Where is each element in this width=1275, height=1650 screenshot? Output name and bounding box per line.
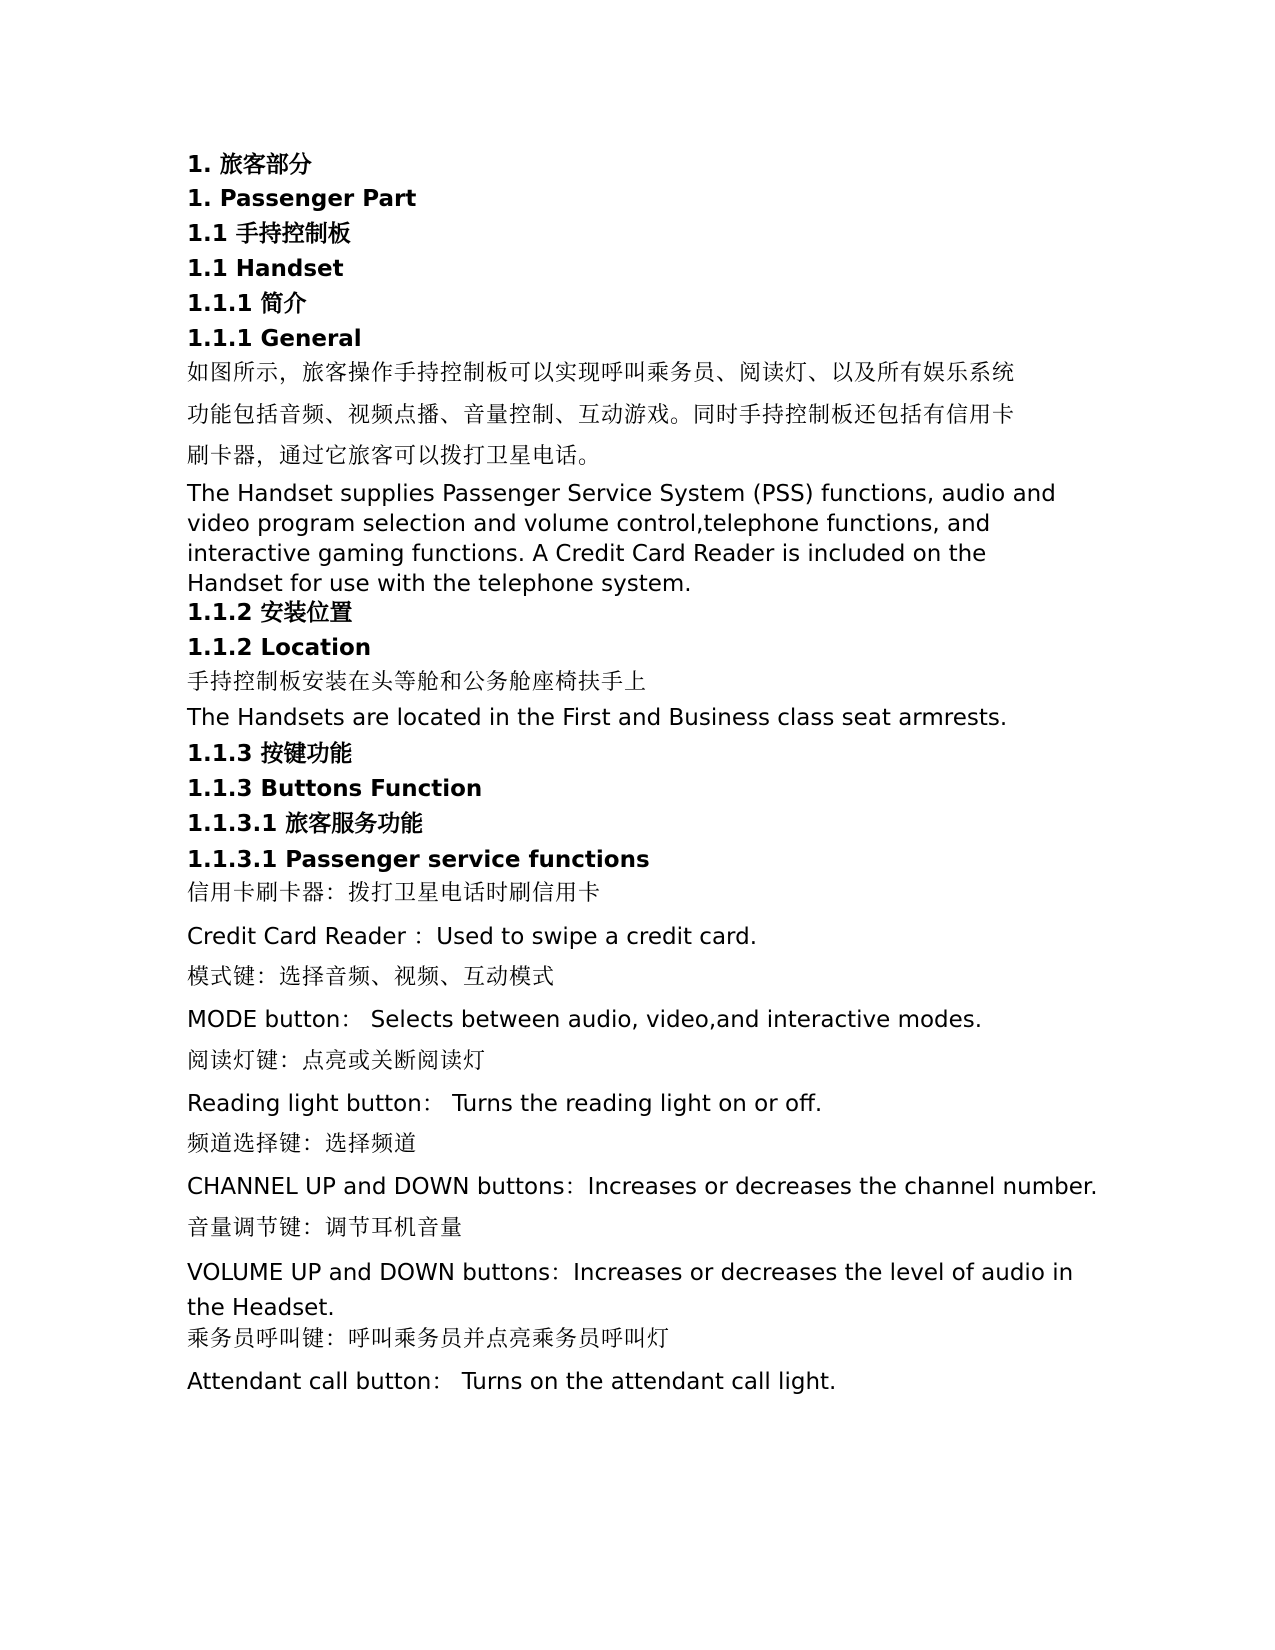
heading-location-zh: 1.1.2 安装位置 [187, 600, 353, 626]
location-en: The Handsets are located in the First and Business class seat armrests. [187, 705, 1008, 731]
credit-card-reader-en: Credit Card Reader ：Used to swipe a credit card. [187, 924, 758, 950]
heading-general-zh: 1.1.1 简介 [187, 291, 307, 317]
general-zh-line-2: 功能包括音频、视频点播、音量控制、互动游戏。同时手持控制板还包括有信用卡 [187, 403, 1016, 428]
heading-location-en: 1.1.2 Location [187, 635, 372, 661]
credit-card-reader-zh: 信用卡刷卡器：拨打卫星电话时刷信用卡 [187, 881, 602, 906]
heading-passenger-service-en: 1.1.3.1 Passenger service functions [187, 847, 650, 873]
heading-passenger-service-zh: 1.1.3.1 旅客服务功能 [187, 811, 424, 837]
heading-buttons-function-en: 1.1.3 Buttons Function [187, 776, 483, 802]
heading-passenger-part-en: 1. Passenger Part [187, 186, 417, 212]
heading-buttons-function-zh: 1.1.3 按键功能 [187, 741, 353, 767]
attendant-call-zh: 乘务员呼叫键：呼叫乘务员并点亮乘务员呼叫灯 [187, 1327, 671, 1352]
reading-light-zh: 阅读灯键：点亮或关断阅读灯 [187, 1049, 487, 1074]
location-zh: 手持控制板安装在头等舱和公务舱座椅扶手上 [187, 670, 648, 695]
channel-buttons-en: CHANNEL UP and DOWN buttons：Increases or decreases the channel number. [187, 1174, 1098, 1200]
attendant-call-en: Attendant call button： Turns on the attendant call light. [187, 1369, 837, 1395]
general-en-paragraph: The Handset supplies Passenger Service System (PSS) functions, audio and video program selection and volume control,telephone functions, and interactive gaming functions. A Credit Card Reader is included on the Handset for use with the telephone system. [187, 481, 1056, 597]
heading-passenger-part-zh: 1. 旅客部分 [187, 152, 312, 178]
heading-handset-zh: 1.1 手持控制板 [187, 221, 351, 247]
volume-buttons-en: VOLUME UP and DOWN buttons：Increases or decreases the level of audio in the Headset. [187, 1260, 1074, 1321]
reading-light-en: Reading light button： Turns the reading light on or off. [187, 1091, 823, 1117]
general-zh-line-3: 刷卡器，通过它旅客可以拨打卫星电话。 [187, 444, 602, 469]
mode-button-en: MODE button： Selects between audio, video,and interactive modes. [187, 1007, 983, 1033]
channel-buttons-zh: 频道选择键：选择频道 [187, 1132, 418, 1157]
mode-button-zh: 模式键：选择音频、视频、互动模式 [187, 965, 556, 990]
volume-buttons-zh: 音量调节键：调节耳机音量 [187, 1216, 464, 1241]
general-zh-line-1: 如图所示，旅客操作手持控制板可以实现呼叫乘务员、阅读灯、以及所有娱乐系统 [187, 361, 1016, 386]
heading-handset-en: 1.1 Handset [187, 256, 344, 282]
heading-general-en: 1.1.1 General [187, 326, 362, 352]
